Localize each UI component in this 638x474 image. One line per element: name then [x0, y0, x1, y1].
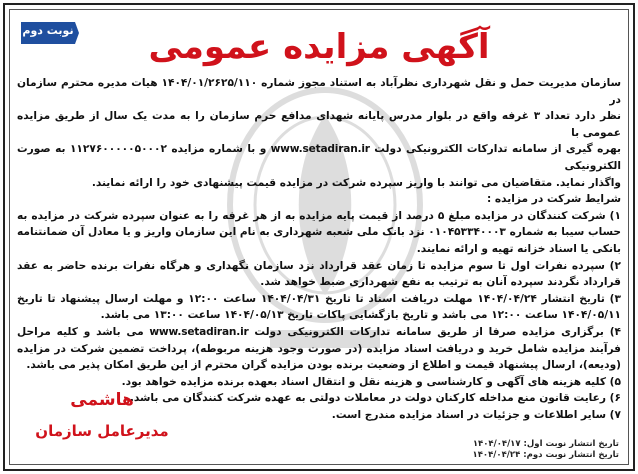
intro-line: نظر دارد تعداد ۳ غرفه واقع در بلوار مدرس پایانه شهدای مدافع حرم سازمان را به مدت یک سال از طریق مزایده عمومی با [17, 110, 622, 139]
signatory-title: مدیرعامل سازمان [35, 422, 169, 440]
condition-item: ۳) تاریخ انتشار ۱۴۰۴/۰۴/۲۴ مهلت دریافت اسناد تا تاریخ ۱۴۰۴/۰۴/۳۱ ساعت ۱۲:۰۰ و مهلت ارسال پیشنهاد تا تاریخ ۱۴۰۴/۰۵/۱۱ ساعت ۱۲:۰۰ می باشد و تاریخ بازگشایی پاکات تاریخ ۱۴۰۴/۰۵/۱۳ ساعت ۱۳:۰۰ می باشد. [17, 292, 621, 322]
edition-badge-label: نوبت دوم [22, 24, 74, 37]
condition-item: ۷) سایر اطلاعات و جزئیات در اسناد مزایده مندرج است. [331, 408, 621, 421]
condition-item: ۱) شرکت کنندگان در مزایده مبلغ ۵ درصد از قیمت پایه مزایده به از هر غرفه را به عنوان سپرده شرکت در مزایده به حساب سیبا به شماره ۰۱۰۴۵۳۳۴۰۰۰۳ نزد بانک ملی شعبه شهرداری به نام این سازمان واریز و یا معادل آن ضمانتنامه بانکی یا اسناد خزانه تهیه و ارائه نمایند. [17, 209, 621, 255]
condition-item: ۲) سپرده نفرات اول تا سوم مزایده تا زمان عقد قرارداد نزد سازمان نگهداری و هرگاه نفرات برنده حاضر به عقد قرارداد نگردند سپرده آنان به ترتیب به نفع شهرداری ضبط خواهد شد. [17, 259, 621, 289]
page-title: آگهی مزایده عمومی [148, 27, 490, 67]
intro-line: بهره گیری از سامانه تدارکات الکترونیکی دولت www.setadiran.ir و با شماره مزایده ۱۱۲۷۶۰۰۰۰۰۵۰۰۰۲ به صورت الکترونیکی [17, 143, 621, 172]
first-publication-date: تاریخ انتشار نوبت اول: ۱۴۰۴/۰۴/۱۷ [472, 439, 619, 449]
second-publication-date: تاریخ انتشار نوبت دوم: ۱۴۰۴/۰۴/۲۴ [472, 450, 619, 460]
intro-line: سازمان مدیریت حمل و نقل شهرداری نظرآباد به استناد مجوز شماره ۱۴۰۴/۰۱/۲۶۲۵/۱۱۰ هیات مدیره محترم سازمان در [17, 77, 621, 106]
conditions-heading: شرایط شرکت در مزایده : [487, 193, 621, 206]
condition-item: ۴) برگزاری مزایده صرفا از طریق سامانه تدارکات الکترونیکی دولت www.setadiran.ir می باشد و کلیه مراحل فرآیند مزایده شامل خرید و دریافت اسناد مزایده (در صورت وجود هزینه مربوطه)، پرداخت تضمین شرکت در مزایده (ودیعه)، ارسال پیشنهاد قیمت و اطلاع از وضعیت برنده بودن مزایده گران محترم از این طریق امکان پذیر می باشد. [17, 325, 622, 372]
intro-line: واگذار نماید. متقاضیان می توانند با واریز سپرده شرکت در مزایده قیمت پیشنهادی خود را ارائه نمایند. [91, 176, 621, 189]
condition-item: ۵) کلیه هزینه های آگهی و کارشناسی و هزینه نقل و انتقال اسناد بعهده برنده مزایده خواهد بود. [121, 375, 621, 388]
advertisement-page [3, 3, 635, 471]
signatory-name: هاشمی [70, 390, 134, 410]
signature-block [27, 387, 177, 443]
publication-dates [473, 439, 619, 461]
announcement-body [17, 75, 621, 423]
condition-item: ۶) رعایت قانون منع مداخله کارکنان دولت در معاملات دولتی به عهده شرکت کنندگان می باشد. [129, 392, 621, 405]
